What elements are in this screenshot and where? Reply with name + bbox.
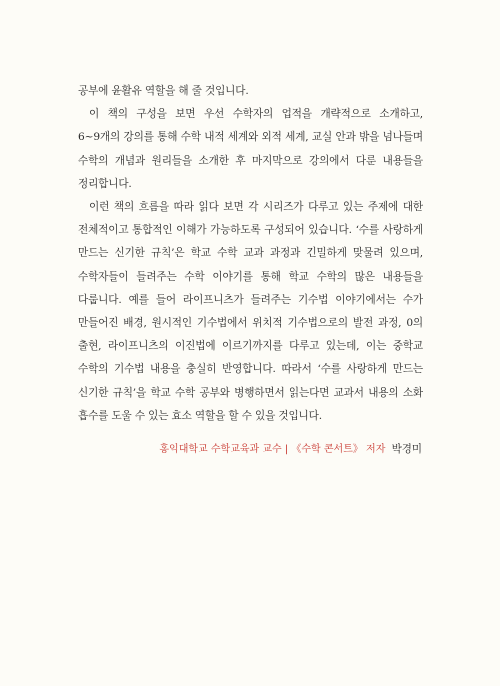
paragraph-2: 이 책의 구성을 보면 우선 수학자의 업적을 개략적으로 소개하고, 6~9개의 강의를 통해 수학 내적 세계와 외적 세계, 교실 안과 밖을 넘나들며 수학의 개념과 원리들을 소개한 후 마지막으로 강의에서 다룬 내용들을 정리합니다. (78, 108, 423, 190)
author-name: 박경미 (391, 443, 422, 455)
paragraph-1: 공부에 윤활유 역할을 해 줄 것입니다. (78, 85, 249, 97)
body-text (78, 80, 423, 428)
author-attribution (159, 441, 422, 458)
paragraph-3: 이런 책의 흐름을 따라 읽다 보면 각 시리즈가 다루고 있는 주제에 대한 전체적이고 통합적인 이해가 가능하도록 구성되어 있습니다. ‘수를 사랑하게 만드는 신기한 규칙’은 학교 수학 교과 과정과 긴밀하게 맞물려 있으며, 수학자들이 들려주는 수학 이야기를 통해 학교 수학의 많은 내용들을 다룹니다. 예를 들어 라이프니츠가 들려주는 기수법 이야기에서는 수가 만들어진 배경, 원시적인 기수법에서 위치적 기수법으로의 발전 과정, 0의 출현, 라이프니츠의 이진법에 이르기까지를 다루고 있는데, 이는 중학교 수학의 기수법 내용을 충실히 반영합니다. 따라서 ‘수를 사랑하게 만드는 신기한 규칙’을 학교 수학 공부와 병행하면서 읽는다면 교과서 내용의 소화 흡수를 도울 수 있는 효소 역할을 할 수 있을 것입니다. (78, 201, 423, 422)
author-affiliation: 홍익대학교 수학교육과 교수 | 《수학 콘서트》 저자 (159, 444, 386, 455)
